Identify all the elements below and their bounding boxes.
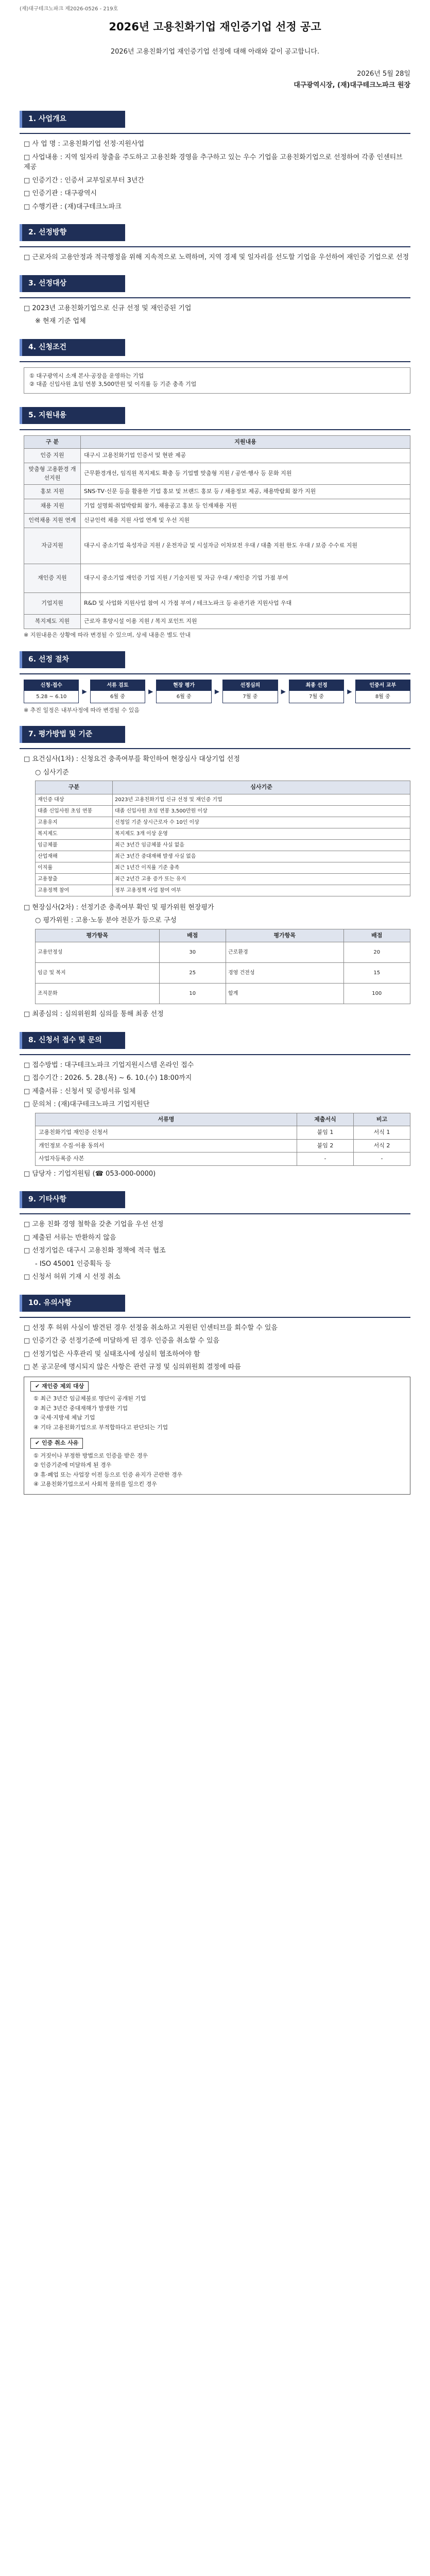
step-title: 신청·접수	[24, 680, 78, 691]
support-category: 맞춤형 고용환경 개선지원	[24, 463, 81, 485]
support-category: 재인증 지원	[24, 564, 81, 593]
attach-name: 개인정보 수집·이용 동의서	[36, 1139, 297, 1153]
page-title: 2026년 고용친화기업 재인증기업 선정 공고	[109, 21, 321, 33]
s1-line: □ 인증기간 : 인증서 교부일로부터 3년간	[24, 176, 144, 184]
criteria-detail: 최근 3년간 임금체불 사실 없음	[113, 839, 410, 851]
attach-name: 고용친화기업 재인증 신청서	[36, 1126, 297, 1140]
s1-line: □ 인증기관 : 대구광역시	[24, 190, 97, 197]
process-step	[355, 680, 410, 703]
attach-form: 붙임 2	[297, 1139, 354, 1153]
criteria-detail: 복지제도 3개 이상 운영	[113, 828, 410, 839]
process-note: ※ 추진 일정은 내부사정에 따라 변경될 수 있음	[24, 706, 140, 714]
table-row	[36, 1139, 410, 1153]
conditions-box	[24, 367, 410, 394]
announce-date: 2026년 5월 28일	[357, 70, 410, 78]
section-5	[20, 398, 410, 430]
caution-item: ③ 휴·폐업 또는 사업장 이전 등으로 인증 유지가 곤란한 경우	[33, 1471, 183, 1478]
s10-line: □ 본 공고문에 명시되지 않은 사항은 관련 규정 및 심의위원회 결정에 따름	[24, 1363, 241, 1371]
step-title: 현장 평가	[157, 680, 211, 691]
table-row	[36, 942, 410, 963]
support-detail: 대구시 중소기업 재인증 기업 지원 / 기술지원 및 자금 우대 / 재인증 기업 가점 부여	[81, 564, 410, 593]
table-row	[24, 564, 410, 593]
section-1	[20, 101, 410, 134]
attach-note: 서식 2	[354, 1139, 410, 1153]
attach-col-header: 서류명	[36, 1113, 297, 1126]
support-category: 채용 지원	[24, 499, 81, 514]
eval-score: 100	[343, 984, 410, 1004]
support-note: ※ 지원내용은 상황에 따라 변경될 수 있으며, 상세 내용은 별도 안내	[24, 632, 191, 638]
arrow-right-icon: ▶	[82, 687, 87, 695]
eval-score: 10	[159, 984, 226, 1004]
eval-item: 경영 건전성	[226, 963, 344, 984]
process-step	[156, 680, 211, 703]
s7-line: ○ 심사기준	[35, 768, 69, 776]
step-date: 7월 중	[309, 693, 324, 700]
criteria-item: 임금체불	[36, 839, 113, 851]
criteria-table	[35, 781, 410, 896]
support-detail: 신규인력 채용 지원 사업 연계 및 우선 지원	[81, 514, 410, 528]
attach-note: -	[354, 1153, 410, 1166]
eval-score: 15	[343, 963, 410, 984]
section-4	[20, 330, 410, 362]
eval-col-header: 평가항목	[226, 929, 344, 942]
s8-line: □ 제출서류 : 신청서 및 증빙서류 일체	[24, 1087, 136, 1095]
section-5-heading: 5. 지원내용	[20, 407, 125, 424]
attach-form: -	[297, 1153, 354, 1166]
contact-line: □ 담당자 : 기업지원팀 (☎ 053-000-0000)	[24, 1170, 156, 1178]
section-4-heading: 4. 신청조건	[20, 339, 125, 356]
caution-item: ② 최근 3년간 중대재해가 발생한 기업	[33, 1404, 128, 1412]
caution-title: ✔ 재인증 제외 대상	[30, 1381, 89, 1392]
table-row	[36, 828, 410, 839]
step-title: 선정심의	[223, 680, 277, 691]
section-9	[20, 1182, 410, 1214]
attach-form: 붙임 1	[297, 1126, 354, 1140]
doc-number: (재)대구테크노파크 제2026-0526 - 219호	[20, 6, 118, 12]
process-flow	[24, 680, 410, 703]
step-title: 최종 선정	[289, 680, 343, 691]
attachment-table	[35, 1113, 410, 1166]
support-detail: 근무환경개선, 임직원 복지제도 확충 등 기업별 맞춤형 지원 / 공연·행사 등 문화 지원	[81, 463, 410, 485]
attach-name: 사업자등록증 사본	[36, 1153, 297, 1166]
section-2-heading: 2. 선정방향	[20, 224, 125, 241]
support-col-header: 지원내용	[81, 435, 410, 449]
table-row	[36, 963, 410, 984]
s7-line: □ 현장심사(2차) : 선정기준 충족여부 확인 및 평가위원 현장평가	[24, 903, 214, 911]
s3-line: □ 2023년 고용친화기업으로 신규 선정 및 재인증된 기업	[24, 304, 192, 312]
caution-item: ① 거짓이나 부정한 방법으로 인증을 받은 경우	[33, 1452, 148, 1459]
section-3-heading: 3. 선정대상	[20, 275, 125, 292]
eval-score: 25	[159, 963, 226, 984]
section-9-heading: 9. 기타사항	[20, 1191, 125, 1208]
criteria-item: 대졸 신입사원 초임 연봉	[36, 805, 113, 817]
s1-line: □ 수행기관 : (재)대구테크노파크	[24, 202, 122, 211]
s9-line: □ 고용 친화 경영 철학을 갖춘 기업을 우선 선정	[24, 1221, 164, 1228]
section-10-heading: 10. 유의사항	[20, 1295, 125, 1312]
intro-text: 2026년 고용친화기업 재인증기업 선정에 대해 아래와 같이 공고합니다.	[110, 47, 320, 56]
criteria-item: 고용창출	[36, 873, 113, 885]
caution-item: ① 최근 3년간 임금체불로 명단이 공개된 기업	[33, 1395, 146, 1402]
table-row	[24, 528, 410, 564]
caution-box	[24, 1377, 410, 1495]
criteria-detail: 대졸 신입사원 초임 연봉 3,500만원 이상	[113, 805, 410, 817]
section-10	[20, 1285, 410, 1318]
support-detail: 대구시 중소기업 육성자금 지원 / 운전자금 및 시설자금 이차보전 우대 / 대출 지원 한도 우대 / 보증 수수료 지원	[81, 528, 410, 564]
criteria-detail: 최근 1년간 이직률 기준 충족	[113, 862, 410, 873]
condition-item: ② 대졸 신입사원 초임 연봉 3,500만원 및 이직률 등 기준 충족 기업	[29, 381, 197, 387]
s10-line: □ 선정기업은 사후관리 및 실태조사에 성실히 협조하여야 함	[24, 1350, 200, 1358]
caution-item: ③ 국세·지방세 체납 기업	[33, 1414, 95, 1421]
s2-line: □ 근로자의 고용안정과 적극행정을 위해 지속적으로 노력하며, 지역 경제 및 일자리를 선도할 기업을 우선하여 재인증 기업으로 선정	[24, 253, 409, 261]
s7-line: □ 최종심의 : 심의위원회 심의를 통해 최종 선정	[24, 1010, 164, 1018]
criteria-item: 고용유지	[36, 817, 113, 828]
table-row	[24, 463, 410, 485]
step-title: 인증서 교부	[356, 680, 410, 691]
table-row	[24, 593, 410, 615]
s9-line: □ 선정기업은 대구시 고용친화 정책에 적극 협조	[24, 1247, 166, 1255]
step-title: 서류 검토	[91, 680, 145, 691]
arrow-right-icon: ▶	[281, 687, 286, 695]
arrow-right-icon: ▶	[214, 687, 220, 695]
eval-item: 합계	[226, 984, 344, 1004]
s9-line: □ 제출된 서류는 반환하지 않음	[24, 1233, 116, 1242]
section-6-heading: 6. 선정 절차	[20, 651, 125, 668]
attach-col-header: 제출서식	[297, 1113, 354, 1126]
caution-title: ✔ 인증 취소 사유	[30, 1438, 83, 1449]
issuer: 대구광역시장, (재)대구테크노파크 원장	[294, 81, 410, 89]
s7-line: ○ 평가위원 : 고용·노동 분야 전문가 등으로 구성	[35, 917, 177, 924]
s10-line: □ 선정 후 허위 사실이 발견된 경우 선정을 취소하고 지원된 인센티브를 회수할 수 있음	[24, 1324, 278, 1332]
evaluation-table	[35, 929, 410, 1005]
s8-line: □ 접수방법 : 대구테크노파크 기업지원시스템 온라인 접수	[24, 1061, 194, 1069]
section-7-heading: 7. 평가방법 및 기준	[20, 726, 125, 743]
eval-item: 임금 및 복지	[36, 963, 160, 984]
support-detail: SNS·TV·신문 등을 활용한 기업 홍보 및 브랜드 홍보 등 / 채용정보 제공, 채용박람회 참가 지원	[81, 485, 410, 499]
s1-line: □ 사업내용 : 지역 일자리 창출을 주도하고 고용친화 경영을 추구하고 있는 우수 기업을 고용친화기업으로 선정하여 각종 인센티브 제공	[24, 153, 403, 171]
process-step	[222, 680, 278, 703]
table-row	[36, 817, 410, 828]
step-date: 7월 중	[243, 693, 258, 700]
attach-note: 서식 1	[354, 1126, 410, 1140]
s3-note: ※ 현재 기준 업체	[35, 317, 86, 325]
table-row	[24, 514, 410, 528]
arrow-right-icon: ▶	[148, 687, 153, 695]
step-date: 6월 중	[110, 693, 125, 700]
eval-item: 고용안정성	[36, 942, 160, 963]
criteria-item: 이직률	[36, 862, 113, 873]
process-step	[24, 680, 79, 703]
table-row	[36, 805, 410, 817]
table-row	[36, 839, 410, 851]
caution-item: ④ 고용친화기업으로서 사회적 물의를 일으킨 경우	[33, 1481, 157, 1487]
step-date: 6월 중	[176, 693, 192, 700]
table-row	[36, 1126, 410, 1140]
support-detail: R&D 및 사업화 지원사업 참여 시 가점 부여 / 테크노파크 등 유관기관 지원사업 우대	[81, 593, 410, 615]
support-category: 인증 지원	[24, 449, 81, 463]
section-6	[20, 642, 410, 674]
step-date: 5.28 ~ 6.10	[36, 693, 67, 700]
s9-line: - ISO 45001 인증획득 등	[35, 1260, 111, 1268]
section-1-heading: 1. 사업개요	[20, 111, 125, 128]
process-step	[289, 680, 344, 703]
criteria-col-header: 구분	[36, 781, 113, 794]
table-row	[24, 499, 410, 514]
support-table	[24, 435, 410, 630]
arrow-right-icon: ▶	[347, 687, 352, 695]
support-category: 자금지원	[24, 528, 81, 564]
table-row	[36, 1153, 410, 1166]
eval-item: 근로환경	[226, 942, 344, 963]
section-2	[20, 215, 410, 247]
eval-col-header: 배점	[343, 929, 410, 942]
support-category: 홍보 지원	[24, 485, 81, 499]
criteria-detail: 정부 고용정책 사업 참여 여부	[113, 885, 410, 896]
support-detail: 대구시 고용친화기업 인증서 및 현판 제공	[81, 449, 410, 463]
caution-item: ② 인증기준에 미달하게 된 경우	[33, 1462, 112, 1468]
criteria-item: 재인증 대상	[36, 794, 113, 805]
support-detail: 근로자 휴양시설 이용 지원 / 복지 포인트 지원	[81, 615, 410, 629]
step-date: 8월 중	[375, 693, 390, 700]
eval-item: 조직문화	[36, 984, 160, 1004]
s7-line: □ 요건심사(1차) : 신청요건 충족여부를 확인하여 현장심사 대상기업 선정	[24, 755, 240, 763]
s10-line: □ 인증기간 중 선정기준에 미달하게 된 경우 인증을 취소할 수 있음	[24, 1337, 220, 1345]
table-row	[36, 885, 410, 896]
support-category: 기업지원	[24, 593, 81, 615]
s1-line: □ 사 업 명 : 고용친화기업 선정·지원사업	[24, 140, 144, 148]
eval-score: 30	[159, 942, 226, 963]
table-row	[36, 873, 410, 885]
criteria-detail: 최근 3년간 중대재해 발생 사실 없음	[113, 851, 410, 862]
criteria-col-header: 심사기준	[113, 781, 410, 794]
eval-col-header: 배점	[159, 929, 226, 942]
criteria-detail: 신청일 기준 상시근로자 수 10인 이상	[113, 817, 410, 828]
condition-item: ① 대구광역시 소재 본사·공장을 운영하는 기업	[29, 372, 144, 379]
section-3	[20, 266, 410, 298]
criteria-detail: 2023년 고용친화기업 신규 선정 및 재인증 기업	[113, 794, 410, 805]
table-row	[36, 862, 410, 873]
support-category: 인력채용 지원 연계	[24, 514, 81, 528]
support-col-header: 구 분	[24, 435, 81, 449]
criteria-detail: 최근 2년간 고용 증가 또는 유지	[113, 873, 410, 885]
section-8	[20, 1023, 410, 1055]
criteria-item: 복지제도	[36, 828, 113, 839]
table-row	[24, 615, 410, 629]
table-row	[36, 851, 410, 862]
support-detail: 기업 설명회·취업박람회 참가, 채용공고 홍보 등 인재채용 지원	[81, 499, 410, 514]
s8-line: □ 접수기간 : 2026. 5. 28.(목) ~ 6. 10.(수) 18:00까지	[24, 1074, 192, 1082]
caution-item: ④ 기타 고용친화기업으로 부적합하다고 판단되는 기업	[33, 1423, 168, 1431]
date-block	[20, 69, 410, 90]
section-8-heading: 8. 신청서 접수 및 문의	[20, 1032, 125, 1049]
process-step	[90, 680, 145, 703]
criteria-item: 산업재해	[36, 851, 113, 862]
table-row	[24, 485, 410, 499]
section-7	[20, 717, 410, 749]
support-category: 복지제도 지원	[24, 615, 81, 629]
table-row	[36, 794, 410, 805]
eval-score: 20	[343, 942, 410, 963]
table-row	[24, 449, 410, 463]
s8-line: □ 문의처 : (재)대구테크노파크 기업지원단	[24, 1100, 150, 1108]
table-row	[36, 984, 410, 1004]
attach-col-header: 비고	[354, 1113, 410, 1126]
eval-col-header: 평가항목	[36, 929, 160, 942]
criteria-item: 고용정책 참여	[36, 885, 113, 896]
s9-line: □ 신청서 허위 기재 시 선정 취소	[24, 1273, 121, 1281]
